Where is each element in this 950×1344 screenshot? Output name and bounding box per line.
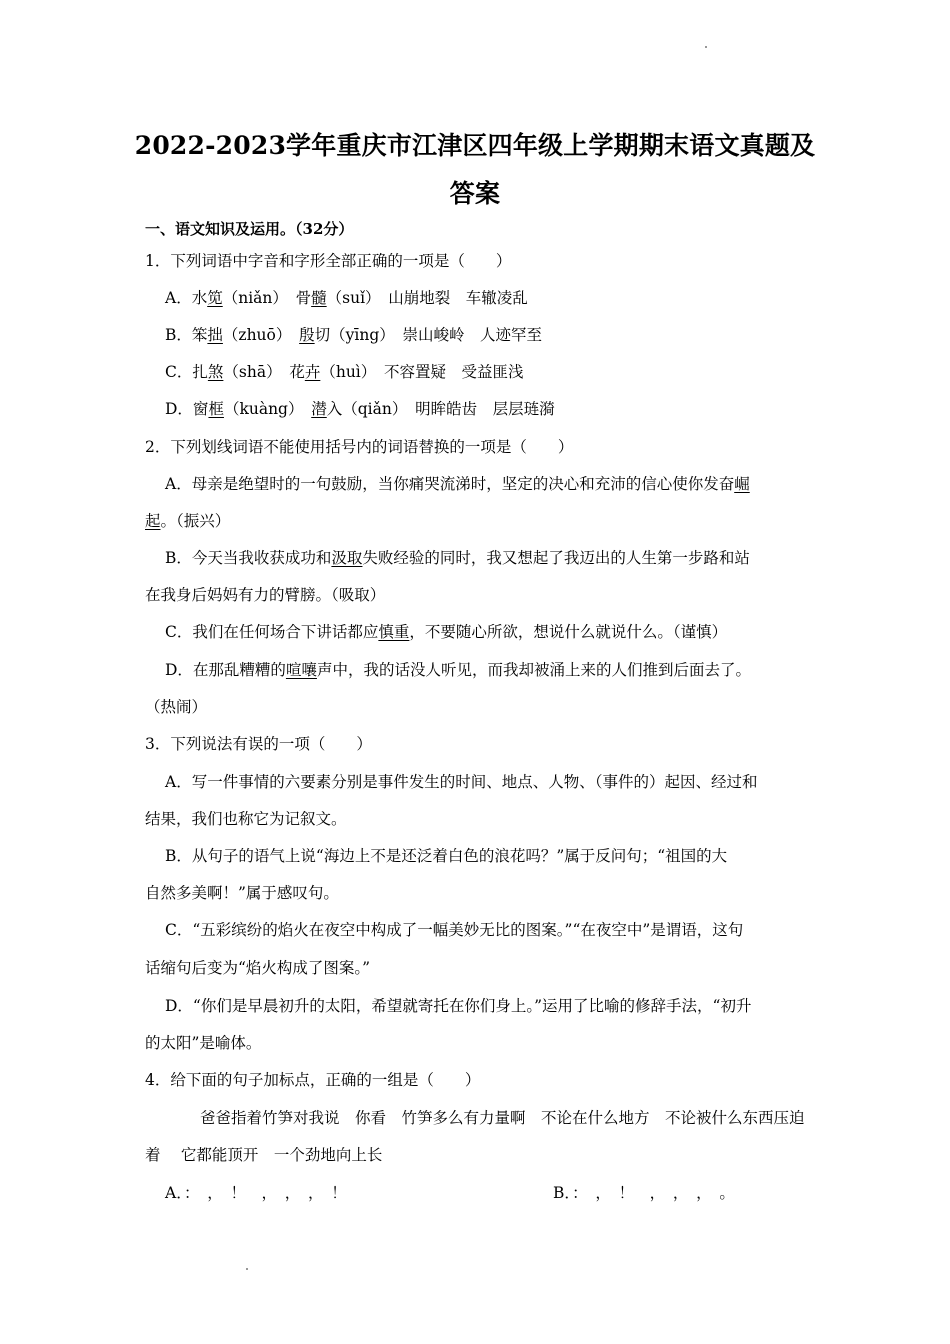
q2-b-rest: 失败经验的同时，我又想起了我迈出的人生第一步路和站 xyxy=(362,549,750,567)
section-heading: 一、语文知识及运用。（32分） xyxy=(145,220,354,238)
q1-option-b xyxy=(165,323,542,345)
q4-stem: 4．给下面的句子加标点，正确的一组是（ ） xyxy=(145,1071,481,1089)
q2-a-underlined-1: 崛 xyxy=(734,475,750,493)
scan-dot-top xyxy=(705,46,707,48)
q2-option-b-line1 xyxy=(165,546,750,568)
q2-c-rest: ，不要随心所欲，想说什么就说什么。（谨慎） xyxy=(409,623,728,641)
q2-stem: 2．下列划线词语不能使用括号内的词语替换的一项是（ ） xyxy=(145,438,574,456)
q2-b-pre: B．今天当我收获成功和 xyxy=(165,549,332,567)
q2-b-underlined: 汲取 xyxy=(331,549,363,567)
q1-d-underlined-1: 框 xyxy=(208,400,224,418)
q2-d-pre: D．在那乱糟糟的 xyxy=(165,661,286,679)
q1-b-rest: 切（yīng） 崇山峻岭 人迹罕至 xyxy=(314,326,543,344)
q1-b-mid: （zhuō） xyxy=(222,326,300,344)
q2-option-a-line1 xyxy=(165,472,750,494)
q2-c-underlined: 慎重 xyxy=(378,623,410,641)
q3-option-d-line2: 的太阳”是喻体。 xyxy=(145,1034,262,1052)
q1-option-a xyxy=(165,286,528,308)
q1-a-underlined-1: 笕 xyxy=(207,289,223,307)
q2-d-underlined: 喧嚷 xyxy=(285,661,317,679)
q4-option-a: A．： ， ！ ， ， ， ！ xyxy=(165,1184,347,1202)
q3-option-c-line2: 话缩句后变为“焰火构成了图案。” xyxy=(145,959,371,977)
q3-stem: 3．下列说法有误的一项（ ） xyxy=(145,735,372,753)
q2-c-pre: C．我们在任何场合下讲话都应 xyxy=(165,623,379,641)
q3-option-b-line1: B．从句子的语气上说“海边上不是还泛着白色的浪花吗？”属于反问句；“祖国的大 xyxy=(165,847,728,865)
q3-option-a-line2: 结果，我们也称它为记叙文。 xyxy=(145,810,347,828)
q1-d-rest: 入（qiǎn） 明眸皓齿 层层琏漪 xyxy=(326,400,555,418)
doc-title-line2: 答案 xyxy=(449,179,501,208)
q3-option-a-line1: A．写一件事情的六要素分别是事件发生的时间、地点、人物、（事件的）起因、经过和 xyxy=(165,773,758,791)
q1-a-rest: （suǐ） 山崩地裂 车辙凌乱 xyxy=(326,289,528,307)
q2-option-c xyxy=(165,620,727,642)
q1-b-pre: B．笨 xyxy=(165,326,208,344)
q2-option-d-line2: （热闹） xyxy=(145,698,208,716)
q4-sentence-line1: 爸爸指着竹笋对我说 你看 竹笋多么有力量啊 不论在什么地方 不论被什么东西压迫 xyxy=(200,1109,805,1127)
q2-a-underlined-2: 起 xyxy=(145,512,161,530)
q2-option-a-line2 xyxy=(145,509,230,531)
q4-sentence-line2: 着 它都能顶开 一个劲地向上长 xyxy=(145,1146,383,1164)
q2-a-text: A．母亲是绝望时的一句鼓励，当你痛哭流涕时，坚定的决心和充沛的信心使你发奋 xyxy=(165,475,735,493)
q1-b-underlined-2: 殷 xyxy=(299,326,315,344)
q1-c-underlined-2: 卉 xyxy=(304,363,321,381)
q1-c-rest: （huì） 不容置疑 受益匪浅 xyxy=(320,363,524,381)
q2-option-d-line1 xyxy=(165,658,751,680)
q3-option-d-line1: D．“你们是早晨初升的太阳，希望就寄托在你们身上。”运用了比喻的修辞手法，“初升 xyxy=(165,997,752,1015)
q2-option-b-line2: 在我身后妈妈有力的臂膀。（吸取） xyxy=(145,586,386,604)
q1-a-underlined-2: 髓 xyxy=(311,289,327,307)
q2-a-rest: 。（振兴） xyxy=(160,512,231,530)
q4-option-b: B．： ， ！ ， ， ， 。 xyxy=(553,1184,735,1202)
q1-option-c xyxy=(165,360,524,382)
q1-option-d xyxy=(165,397,555,419)
q1-c-mid: （shā） 花 xyxy=(223,363,305,381)
q1-d-underlined-2: 潜 xyxy=(311,400,327,418)
q1-a-mid: （niǎn） 骨 xyxy=(222,289,312,307)
q1-a-pre: A．水 xyxy=(165,289,208,307)
q1-d-mid: （kuàng） xyxy=(223,400,312,418)
q3-option-c-line1: C．“五彩缤纷的焰火在夜空中构成了一幅美妙无比的图案。”“在夜空中”是谓语，这句 xyxy=(165,921,744,939)
q2-d-rest: 声中，我的话没人听见，而我却被涌上来的人们推到后面去了。 xyxy=(316,661,751,679)
scan-dot-bottom xyxy=(246,1268,248,1270)
q1-c-underlined-1: 煞 xyxy=(207,363,224,381)
q1-d-pre: D．窗 xyxy=(165,400,209,418)
q1-c-pre: C．扎 xyxy=(165,363,208,381)
doc-title-line1: 2022-2023学年重庆市江津区四年级上学期期末语文真题及 xyxy=(134,131,816,160)
q1-b-underlined-1: 拙 xyxy=(207,326,223,344)
q3-option-b-line2: 自然多美啊！”属于感叹句。 xyxy=(145,884,339,902)
q1-stem: 1．下列词语中字音和字形全部正确的一项是（ ） xyxy=(145,252,512,270)
